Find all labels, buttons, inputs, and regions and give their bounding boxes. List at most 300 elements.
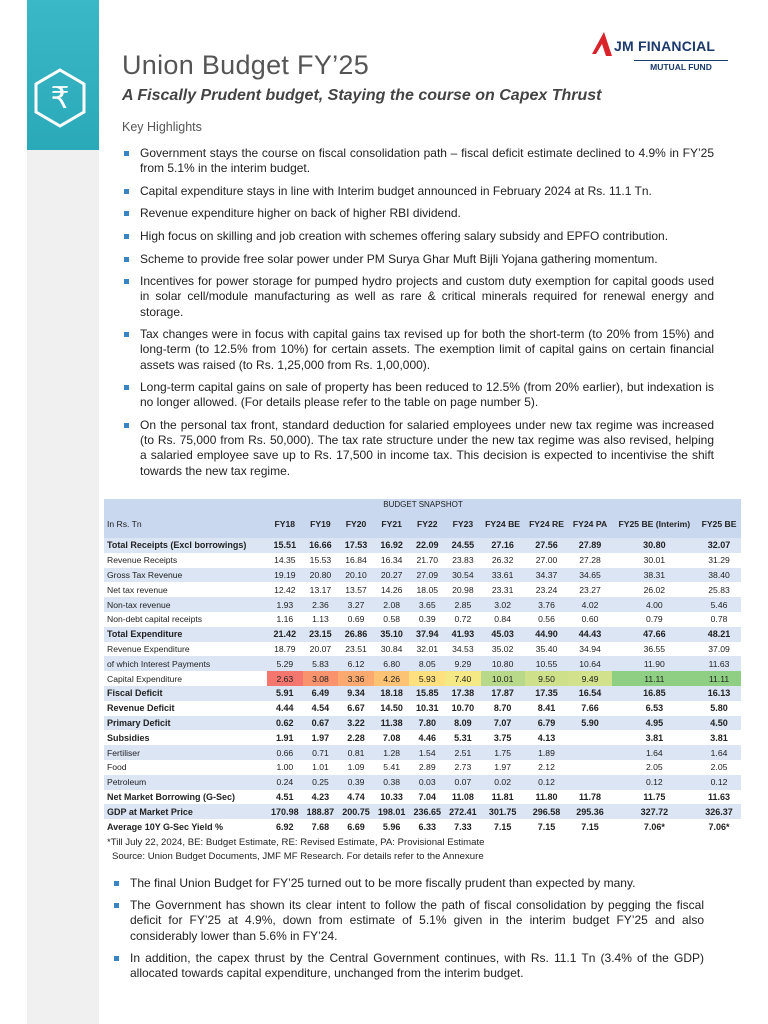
table-cell: 1.91	[267, 730, 303, 745]
table-cell: 0.62	[267, 716, 303, 731]
page-title: Union Budget FY’25	[122, 50, 370, 80]
table-cell: 20.10	[338, 568, 374, 583]
table-cell: 0.24	[267, 775, 303, 790]
list-item: The Government has shown its clear intent to follow the path of fiscal consolidation by pegging the fiscal deficit for FY’25 at 4.9%, down from estimate of 5.1% given in the interim budget FY’25 and also considerably lower than 5.6% in FY’24.	[112, 898, 704, 944]
table-cell: 32.01	[409, 642, 445, 657]
table-row	[104, 671, 741, 686]
table-cell: 19.19	[267, 568, 303, 583]
table-cell: 44.90	[525, 627, 569, 642]
table-cell: 14.50	[374, 701, 410, 716]
table-cell: 18.79	[267, 642, 303, 657]
table-cell: 8.41	[525, 701, 569, 716]
table-cell: 2.51	[445, 745, 481, 760]
table-cell: 0.03	[409, 775, 445, 790]
table-cell: 2.28	[338, 730, 374, 745]
table-cell: 41.93	[445, 627, 481, 642]
table-cell: 15.51	[267, 538, 303, 553]
row-label: Non-tax revenue	[104, 597, 267, 612]
table-cell: 8.09	[445, 716, 481, 731]
unit-label: In Rs. Tn	[104, 510, 267, 538]
rupee-icon	[28, 66, 92, 130]
table-cell: 8.70	[481, 701, 525, 716]
table-cell: 23.31	[481, 582, 525, 597]
table-cell: 200.75	[338, 804, 374, 819]
table-cell: 34.65	[568, 568, 611, 583]
table-row	[104, 775, 741, 790]
table-cell: 26.32	[481, 553, 525, 568]
table-cell: 23.15	[303, 627, 339, 642]
table-cell: 4.50	[697, 716, 741, 731]
table-cell: 7.33	[445, 819, 481, 834]
table-cell: 45.03	[481, 627, 525, 642]
table-cell: 4.54	[303, 701, 339, 716]
column-header: FY21	[374, 510, 410, 538]
table-cell: 272.41	[445, 804, 481, 819]
table-cell: 3.02	[481, 597, 525, 612]
table-cell: 36.55	[612, 642, 697, 657]
row-label: Total Expenditure	[104, 627, 267, 642]
table-row	[104, 642, 741, 657]
column-header: FY20	[338, 510, 374, 538]
logo-brand: JM FINANCIAL	[614, 38, 716, 54]
table-cell: 35.10	[374, 627, 410, 642]
table-cell: 5.96	[374, 819, 410, 834]
table-row	[104, 760, 741, 775]
table-cell: 48.21	[697, 627, 741, 642]
table-cell: 0.38	[374, 775, 410, 790]
table-row	[104, 627, 741, 642]
table-cell: 32.07	[697, 538, 741, 553]
column-header: FY18	[267, 510, 303, 538]
svg-text:₹: ₹	[50, 81, 70, 116]
table-cell: 2.12	[525, 760, 569, 775]
table-cell: 13.17	[303, 582, 339, 597]
table-cell: 18.05	[409, 582, 445, 597]
table-cell: 0.84	[481, 612, 525, 627]
table-cell: 7.06*	[612, 819, 697, 834]
table-cell: 16.66	[303, 538, 339, 553]
table-cell: 5.46	[697, 597, 741, 612]
table-cell: 3.65	[409, 597, 445, 612]
table-cell: 7.15	[525, 819, 569, 834]
table-cell: 0.71	[303, 745, 339, 760]
list-item: The final Union Budget for FY’25 turned out to be more fiscally prudent than expected by many.	[112, 876, 704, 891]
table-cell: 0.78	[697, 612, 741, 627]
table-cell: 16.54	[568, 686, 611, 701]
table-cell: 6.79	[525, 716, 569, 731]
table-row	[104, 790, 741, 805]
table-cell: 0.67	[303, 716, 339, 731]
table-cell	[568, 775, 611, 790]
table-cell: 7.68	[303, 819, 339, 834]
table-cell: 2.36	[303, 597, 339, 612]
table-cell: 3.75	[481, 730, 525, 745]
table-cell: 17.53	[338, 538, 374, 553]
table-cell: 7.15	[481, 819, 525, 834]
table-cell: 0.58	[374, 612, 410, 627]
table-cell: 2.89	[409, 760, 445, 775]
table-cell: 1.75	[481, 745, 525, 760]
table-cell: 3.81	[612, 730, 697, 745]
row-label: Non-debt capital receipts	[104, 612, 267, 627]
closing-list	[112, 876, 704, 988]
table-cell: 4.26	[374, 671, 410, 686]
row-label: Subsidies	[104, 730, 267, 745]
table-cell: 1.97	[481, 760, 525, 775]
table-cell	[568, 745, 611, 760]
table-source: Source: Union Budget Documents, JMF MF Research. For details refer to the Annexure	[112, 851, 484, 862]
list-item: Scheme to provide free solar power under PM Surya Ghar Muft Bijli Yojana gathering momentum.	[122, 252, 714, 267]
list-item: Long-term capital gains on sale of property has been reduced to 12.5% (from 20% earlier), but indexation is no longer allowed. (For details please refer to the table on page number 5).	[122, 380, 714, 410]
row-label: Total Receipts (Excl borrowings)	[104, 538, 267, 553]
table-row	[104, 716, 741, 731]
table-cell: 1.64	[697, 745, 741, 760]
table-cell: 1.16	[267, 612, 303, 627]
table-row	[104, 819, 741, 834]
table-cell: 6.67	[338, 701, 374, 716]
table-cell: 11.08	[445, 790, 481, 805]
row-label: Petroleum	[104, 775, 267, 790]
table-cell: 8.05	[409, 656, 445, 671]
table-cell: 7.06*	[697, 819, 741, 834]
table-cell: 4.51	[267, 790, 303, 805]
page-subtitle: A Fiscally Prudent budget, Staying the course on Capex Thrust	[122, 87, 602, 104]
row-label: Gross Tax Revenue	[104, 568, 267, 583]
table-cell: 7.40	[445, 671, 481, 686]
table-cell: 10.01	[481, 671, 525, 686]
table-cell: 13.57	[338, 582, 374, 597]
table-cell: 11.63	[697, 790, 741, 805]
table-cell: 14.35	[267, 553, 303, 568]
table-cell: 7.66	[568, 701, 611, 716]
table-cell	[568, 760, 611, 775]
table-cell: 6.92	[267, 819, 303, 834]
table-cell: 6.49	[303, 686, 339, 701]
budget-snapshot-table	[104, 499, 741, 834]
row-label: Revenue Receipts	[104, 553, 267, 568]
table-cell: 0.07	[445, 775, 481, 790]
table-cell: 23.27	[568, 582, 611, 597]
table-row	[104, 686, 741, 701]
table-row	[104, 656, 741, 671]
table-cell: 198.01	[374, 804, 410, 819]
table-cell: 37.94	[409, 627, 445, 642]
table-cell: 1.00	[267, 760, 303, 775]
table-cell: 23.51	[338, 642, 374, 657]
table-cell: 1.54	[409, 745, 445, 760]
table-caption: BUDGET SNAPSHOT	[104, 499, 741, 510]
table-cell: 16.92	[374, 538, 410, 553]
table-cell: 2.73	[445, 760, 481, 775]
list-item: Incentives for power storage for pumped hydro projects and custom duty exemption for capital goods used in solar cell/module manufacturing as well as rare & critical minerals required for renewal energy and storage.	[122, 274, 714, 320]
table-cell: 27.09	[409, 568, 445, 583]
table-cell: 10.80	[481, 656, 525, 671]
table-cell: 38.40	[697, 568, 741, 583]
table-cell: 30.80	[612, 538, 697, 553]
table-cell: 16.84	[338, 553, 374, 568]
table-cell: 5.29	[267, 656, 303, 671]
table-cell: 21.42	[267, 627, 303, 642]
table-cell: 301.75	[481, 804, 525, 819]
table-row	[104, 597, 741, 612]
table-cell: 4.13	[525, 730, 569, 745]
table-cell: 7.15	[568, 819, 611, 834]
table-cell: 4.00	[612, 597, 697, 612]
table-cell: 34.53	[445, 642, 481, 657]
table-cell: 33.61	[481, 568, 525, 583]
table-cell: 0.60	[568, 612, 611, 627]
table-cell: 5.91	[267, 686, 303, 701]
table-cell: 6.33	[409, 819, 445, 834]
table-cell: 3.81	[697, 730, 741, 745]
table-cell: 38.31	[612, 568, 697, 583]
table-cell: 1.09	[338, 760, 374, 775]
table-cell: 17.35	[525, 686, 569, 701]
column-header: FY23	[445, 510, 481, 538]
table-cell: 17.38	[445, 686, 481, 701]
table-cell: 27.00	[525, 553, 569, 568]
table-cell: 7.04	[409, 790, 445, 805]
table-cell: 4.02	[568, 597, 611, 612]
table-cell: 3.22	[338, 716, 374, 731]
logo-mark-icon	[592, 32, 614, 58]
table-cell: 44.43	[568, 627, 611, 642]
row-label: Capital Expenditure	[104, 671, 267, 686]
table-cell: 11.90	[612, 656, 697, 671]
table-cell: 23.83	[445, 553, 481, 568]
table-cell: 15.85	[409, 686, 445, 701]
row-label: Primary Deficit	[104, 716, 267, 731]
table-cell: 16.34	[374, 553, 410, 568]
table-row	[104, 553, 741, 568]
table-cell: 0.56	[525, 612, 569, 627]
table-cell: 188.87	[303, 804, 339, 819]
table-cell: 11.78	[568, 790, 611, 805]
table-cell: 10.70	[445, 701, 481, 716]
table-cell: 34.37	[525, 568, 569, 583]
table-cell: 2.08	[374, 597, 410, 612]
list-item: In addition, the capex thrust by the Central Government continues, with Rs. 11.1 Tn (3.4% of the GDP) allocated towards capital expenditure, unchanged from the interim budget.	[112, 951, 704, 981]
table-cell: 10.55	[525, 656, 569, 671]
list-item: On the personal tax front, standard deduction for salaried employees under new tax regime was increased (to Rs. 75,000 from Rs. 50,000). The tax rate structure under the new tax regime was also revised, helping a salaried employee save up to Rs. 17,500 in income tax. This decision is expected to incentivise the shift towards the new tax regime.	[122, 418, 714, 479]
table-cell: 236.65	[409, 804, 445, 819]
table-cell: 21.70	[409, 553, 445, 568]
jm-financial-logo	[592, 30, 732, 78]
table-cell: 26.86	[338, 627, 374, 642]
table-cell: 4.44	[267, 701, 303, 716]
table-cell: 1.97	[303, 730, 339, 745]
table-row	[104, 745, 741, 760]
table-cell: 9.50	[525, 671, 569, 686]
table-cell: 1.93	[267, 597, 303, 612]
table-cell: 11.38	[374, 716, 410, 731]
table-cell: 30.54	[445, 568, 481, 583]
table-row	[104, 582, 741, 597]
table-cell: 7.80	[409, 716, 445, 731]
table-cell: 4.95	[612, 716, 697, 731]
table-cell: 6.53	[612, 701, 697, 716]
table-cell: 16.85	[612, 686, 697, 701]
list-item: Capital expenditure stays in line with Interim budget announced in February 2024 at Rs. 11.1 Tn.	[122, 184, 714, 199]
table-cell: 31.29	[697, 553, 741, 568]
row-label: of which Interest Payments	[104, 656, 267, 671]
table-cell: 22.09	[409, 538, 445, 553]
table-cell: 18.18	[374, 686, 410, 701]
table-cell: 35.40	[525, 642, 569, 657]
table-cell	[568, 730, 611, 745]
row-label: Fertiliser	[104, 745, 267, 760]
table-cell: 9.49	[568, 671, 611, 686]
table-row	[104, 538, 741, 553]
column-header: FY24 BE	[481, 510, 525, 538]
table-cell: 0.02	[481, 775, 525, 790]
table-cell: 24.55	[445, 538, 481, 553]
row-label: Revenue Deficit	[104, 701, 267, 716]
table-cell: 2.05	[697, 760, 741, 775]
table-cell: 37.09	[697, 642, 741, 657]
table-cell: 4.74	[338, 790, 374, 805]
table-cell: 0.25	[303, 775, 339, 790]
table-cell: 20.80	[303, 568, 339, 583]
table-cell: 27.16	[481, 538, 525, 553]
table-cell: 20.27	[374, 568, 410, 583]
table-cell: 0.12	[612, 775, 697, 790]
table-cell: 5.93	[409, 671, 445, 686]
highlights-list	[122, 146, 714, 486]
table-cell: 7.07	[481, 716, 525, 731]
table-row	[104, 612, 741, 627]
table-cell: 26.02	[612, 582, 697, 597]
row-label: Revenue Expenditure	[104, 642, 267, 657]
table-cell: 1.64	[612, 745, 697, 760]
grey-side-strip	[27, 150, 99, 1024]
table-cell: 3.27	[338, 597, 374, 612]
table-cell: 1.01	[303, 760, 339, 775]
table-cell: 16.13	[697, 686, 741, 701]
table-cell: 5.41	[374, 760, 410, 775]
table-cell: 3.76	[525, 597, 569, 612]
table-cell: 6.69	[338, 819, 374, 834]
table-cell: 0.79	[612, 612, 697, 627]
table-cell: 11.11	[612, 671, 697, 686]
table-cell: 327.72	[612, 804, 697, 819]
list-item: Revenue expenditure higher on back of higher RBI dividend.	[122, 206, 714, 221]
table-cell: 27.28	[568, 553, 611, 568]
column-header: FY25 BE	[697, 510, 741, 538]
table-cell: 2.63	[267, 671, 303, 686]
table-cell: 5.31	[445, 730, 481, 745]
table-cell: 25.83	[697, 582, 741, 597]
table-cell: 5.80	[697, 701, 741, 716]
table-cell: 0.72	[445, 612, 481, 627]
table-cell: 30.84	[374, 642, 410, 657]
table-cell: 17.87	[481, 686, 525, 701]
table-cell: 6.12	[338, 656, 374, 671]
table-cell: 3.08	[303, 671, 339, 686]
table-cell: 10.31	[409, 701, 445, 716]
table-footnote: *Till July 22, 2024, BE: Budget Estimate, RE: Revised Estimate, PA: Provisional Estimate	[107, 837, 485, 848]
table-cell: 0.39	[338, 775, 374, 790]
table-row	[104, 568, 741, 583]
row-label: Fiscal Deficit	[104, 686, 267, 701]
table-cell: 326.37	[697, 804, 741, 819]
row-label: Net Market Borrowing (G-Sec)	[104, 790, 267, 805]
table-cell: 4.23	[303, 790, 339, 805]
row-label: Net tax revenue	[104, 582, 267, 597]
table-cell: 11.80	[525, 790, 569, 805]
column-header: FY19	[303, 510, 339, 538]
table-cell: 0.66	[267, 745, 303, 760]
table-cell: 14.26	[374, 582, 410, 597]
table-cell: 11.11	[697, 671, 741, 686]
list-item: Government stays the course on fiscal consolidation path – fiscal deficit estimate declined to 4.9% in FY’25 from 5.1% in the interim budget.	[122, 146, 714, 176]
table-cell: 296.58	[525, 804, 569, 819]
table-row	[104, 804, 741, 819]
table-cell: 0.81	[338, 745, 374, 760]
row-label: Food	[104, 760, 267, 775]
table-cell: 27.89	[568, 538, 611, 553]
table-cell: 15.53	[303, 553, 339, 568]
table-cell: 47.66	[612, 627, 697, 642]
table-cell: 1.28	[374, 745, 410, 760]
column-header: FY25 BE (Interim)	[612, 510, 697, 538]
table-cell: 1.89	[525, 745, 569, 760]
table-cell: 7.08	[374, 730, 410, 745]
table-cell: 2.85	[445, 597, 481, 612]
row-label: GDP at Market Price	[104, 804, 267, 819]
table-cell: 0.12	[697, 775, 741, 790]
column-header: FY22	[409, 510, 445, 538]
table-cell: 23.24	[525, 582, 569, 597]
table-cell: 9.29	[445, 656, 481, 671]
table-cell: 5.90	[568, 716, 611, 731]
row-label: Average 10Y G-Sec Yield %	[104, 819, 267, 834]
table-cell: 0.12	[525, 775, 569, 790]
table-cell: 295.36	[568, 804, 611, 819]
table-cell: 10.64	[568, 656, 611, 671]
table-cell: 27.56	[525, 538, 569, 553]
section-label: Key Highlights	[122, 120, 202, 134]
table-cell: 4.46	[409, 730, 445, 745]
table-cell: 35.02	[481, 642, 525, 657]
column-header: FY24 RE	[525, 510, 569, 538]
table-cell: 6.80	[374, 656, 410, 671]
table-cell: 9.34	[338, 686, 374, 701]
column-header: FY24 PA	[568, 510, 611, 538]
table-cell: 0.69	[338, 612, 374, 627]
table-cell: 20.07	[303, 642, 339, 657]
table-cell: 2.05	[612, 760, 697, 775]
table-cell: 10.33	[374, 790, 410, 805]
table-cell: 11.75	[612, 790, 697, 805]
list-item: Tax changes were in focus with capital gains tax revised up for both the short-term (to 20% from 15%) and long-term (to 12.5% from 10%) for certain assets. The exemption limit of capital gains on certain financial assets was raised (to Rs. 1,25,000 from Rs. 1,00,000).	[122, 327, 714, 373]
table-cell: 20.98	[445, 582, 481, 597]
table-cell: 30.01	[612, 553, 697, 568]
table-cell: 12.42	[267, 582, 303, 597]
table-cell: 11.63	[697, 656, 741, 671]
table-cell: 5.83	[303, 656, 339, 671]
table-cell: 11.81	[481, 790, 525, 805]
table-row	[104, 730, 741, 745]
table-row	[104, 701, 741, 716]
table-cell: 170.98	[267, 804, 303, 819]
table-cell: 3.36	[338, 671, 374, 686]
logo-subtitle: MUTUAL FUND	[634, 60, 728, 72]
list-item: High focus on skilling and job creation with schemes offering salary subsidy and EPFO contribution.	[122, 229, 714, 244]
table-cell: 0.39	[409, 612, 445, 627]
table-cell: 34.94	[568, 642, 611, 657]
table-cell: 1.13	[303, 612, 339, 627]
